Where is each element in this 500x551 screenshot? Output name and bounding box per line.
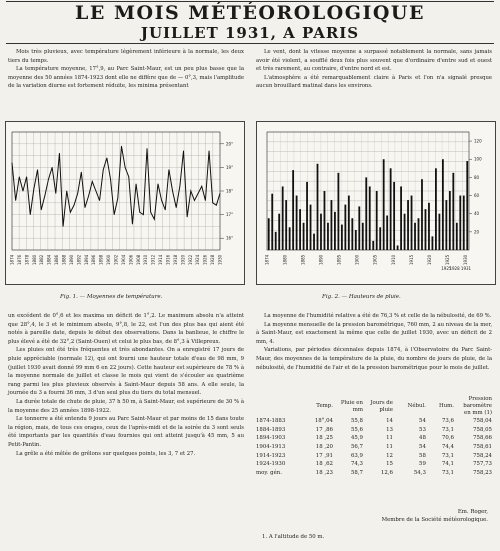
header-cell: Jours de pluie bbox=[370, 399, 393, 413]
bar bbox=[463, 196, 465, 250]
table-row bbox=[256, 443, 494, 452]
data-point bbox=[55, 193, 56, 194]
table-row bbox=[256, 426, 494, 435]
header-cell: Pression baromètre en mm (1) bbox=[463, 396, 492, 416]
data-point bbox=[154, 219, 155, 220]
data-point bbox=[128, 176, 129, 177]
x-tick-label: 1925 bbox=[441, 266, 452, 271]
header-cell: Temp. bbox=[316, 403, 333, 409]
bar bbox=[285, 200, 287, 250]
x-tick-label: 1878 bbox=[24, 254, 30, 265]
page-title: LE MOIS MÉTÉOROLOGIQUE bbox=[75, 2, 425, 24]
table-cell: 63,9 bbox=[350, 452, 363, 459]
bar bbox=[296, 196, 298, 250]
table-cell: 73,1 bbox=[441, 426, 454, 433]
data-point bbox=[77, 193, 78, 194]
figure-2-frame bbox=[256, 121, 496, 285]
x-tick-label: 1898 bbox=[98, 254, 104, 265]
x-tick-label: 1922 bbox=[187, 254, 193, 265]
bar bbox=[303, 223, 305, 250]
table-cell: moy. gén. bbox=[256, 469, 282, 476]
table-cell: 757,73 bbox=[473, 461, 492, 468]
table-cell: 758,04 bbox=[473, 418, 492, 425]
bar bbox=[466, 161, 468, 250]
header-cell bbox=[256, 396, 302, 417]
table-row bbox=[256, 417, 494, 426]
x-tick-label: 1885 bbox=[300, 254, 306, 265]
bar bbox=[365, 177, 367, 250]
page-subtitle: JUILLET 1931, A PARIS bbox=[140, 24, 360, 42]
paragraph: La moyenne de l'humidité relative a été de 76,3 % et celle de la nébulosité, de 69 %. bbox=[264, 313, 492, 319]
table-cell: 18 ,62 bbox=[315, 461, 333, 468]
bar bbox=[442, 159, 444, 250]
data-point bbox=[41, 210, 42, 211]
data-point bbox=[169, 169, 170, 170]
paragraph: un excédent de 0°,6 et les maxima un déficit de 1°,2. Le maximum absolu n'a atteint que 28°,4, le 3 et le minimum absolu, 9°,8, le 22, est l'un des plus bas qui aient été notés à pareille date, depuis le début des observations. Dans la banlieue, le chiffre le plus élevé a été de 32°,2 (Saint-Ouen) et celui le plus bas, de 8°,3 à Villepreux. bbox=[8, 313, 244, 345]
data-point bbox=[92, 181, 93, 182]
table-cell: 758,05 bbox=[473, 426, 492, 433]
bar bbox=[428, 203, 430, 250]
data-point bbox=[205, 200, 206, 201]
table-cell: 54 bbox=[419, 444, 426, 451]
data-point bbox=[212, 202, 213, 203]
table-row bbox=[256, 469, 494, 478]
data-point bbox=[96, 191, 97, 192]
y-tick-label: 40 bbox=[474, 211, 480, 217]
bar bbox=[313, 234, 315, 250]
table-cell: 14 bbox=[386, 418, 393, 425]
table-cell: 1884-1893 bbox=[256, 426, 286, 433]
bar bbox=[324, 191, 326, 250]
table-cell: 11 bbox=[386, 435, 393, 442]
table-cell: 758,23 bbox=[473, 469, 492, 476]
table-cell: 74,3 bbox=[350, 461, 363, 468]
data-point bbox=[114, 214, 115, 215]
y-tick-label: 120 bbox=[474, 138, 482, 144]
data-point bbox=[103, 169, 104, 170]
x-tick-label: 1890 bbox=[68, 254, 74, 265]
paragraph: La température moyenne, 17°,9, au Parc Saint-Maur, est un peu plus basse que la moyenne des 50 années 1874-1923 dont elle ne diffère que de — 0°,3, mais l'amplitude de la variation diurne est fortement réduite, les minima présentant bbox=[8, 66, 244, 90]
table-row bbox=[256, 451, 494, 460]
x-tick-label: 1930 bbox=[462, 254, 468, 265]
data-point bbox=[15, 200, 16, 201]
bar bbox=[407, 200, 409, 250]
x-tick-label: 1906 bbox=[128, 254, 134, 265]
bar bbox=[421, 179, 423, 250]
table-cell: 1914-1923 bbox=[256, 452, 286, 459]
data-point bbox=[187, 217, 188, 218]
data-point bbox=[52, 167, 53, 168]
table-cell: 73,6 bbox=[441, 418, 454, 425]
x-tick-label: 1914 bbox=[158, 254, 164, 265]
x-tick-label: 1876 bbox=[16, 254, 22, 265]
x-tick-label: 1902 bbox=[113, 254, 119, 265]
intro-left-column bbox=[8, 48, 244, 91]
data-point bbox=[172, 191, 173, 192]
x-tick-label: 1888 bbox=[61, 254, 67, 265]
bar bbox=[400, 186, 402, 250]
title-rule bbox=[6, 1, 494, 2]
data-point bbox=[34, 188, 35, 189]
body-left-column bbox=[8, 312, 244, 458]
table-cell: 758,24 bbox=[473, 452, 492, 459]
data-point bbox=[209, 151, 210, 152]
data-point bbox=[150, 212, 151, 213]
table-row bbox=[256, 434, 494, 443]
data-point bbox=[139, 212, 140, 213]
bar bbox=[289, 227, 291, 250]
table-cell: 11 bbox=[386, 444, 393, 451]
data-point bbox=[63, 226, 64, 227]
bar bbox=[445, 200, 447, 250]
bar bbox=[362, 223, 364, 250]
data-point bbox=[88, 195, 89, 196]
x-tick-label: 1920 bbox=[180, 254, 186, 265]
x-tick-label: 1890 bbox=[318, 254, 324, 265]
x-tick-label: 1926 bbox=[202, 254, 208, 265]
data-point bbox=[66, 191, 67, 192]
data-point bbox=[48, 179, 49, 180]
data-point bbox=[19, 176, 20, 177]
paragraph: Mois très pluvieux, avec température légèrement inférieure à la normale, les deux tiers du temps. bbox=[8, 49, 244, 64]
author-name: Em. Roger, bbox=[457, 509, 488, 515]
bar bbox=[331, 200, 333, 250]
table-cell: 45,9 bbox=[350, 435, 363, 442]
paragraph: La grêle a été mêlée de grêlons sur quelques points, les 3, 7 et 27. bbox=[16, 450, 196, 457]
data-point bbox=[161, 200, 162, 201]
data-point bbox=[26, 176, 27, 177]
climate-table bbox=[256, 396, 494, 477]
climate-table-block bbox=[256, 396, 494, 477]
bar bbox=[456, 223, 458, 250]
x-tick-label: 1894 bbox=[83, 254, 89, 265]
bar bbox=[390, 168, 392, 250]
data-point bbox=[12, 162, 13, 163]
paragraph: La moyenne mensuelle de la pression barométrique, 760 mm, 2 au niveau de la mer, à Saint-Maur, est exactement la même que celle de juillet 1930, avec un déficit de 2 mm, 4. bbox=[256, 321, 492, 345]
bar bbox=[459, 196, 461, 250]
bar bbox=[344, 205, 346, 250]
data-point bbox=[132, 224, 133, 225]
bar bbox=[435, 168, 437, 250]
paragraph: Variations, par périodes décennales depuis 1874, à l'Observatoire du Parc Saint-Maur, des moyennes de la température de la pluie, du nombre de jours de pluie, de la nébulosité, de l'humidité de l'air et de la pression barométrique pour le mois de juillet. bbox=[256, 347, 492, 371]
table-cell: 53 bbox=[419, 426, 426, 433]
data-point bbox=[183, 151, 184, 152]
data-point bbox=[194, 200, 195, 201]
table-cell: 1904-1913 bbox=[256, 444, 286, 451]
intro-right-column bbox=[256, 48, 492, 91]
data-point bbox=[117, 198, 118, 199]
table-cell: 58,7 bbox=[350, 469, 363, 476]
bar bbox=[404, 214, 406, 250]
bar bbox=[449, 191, 451, 250]
table-cell: 1924-1930 bbox=[256, 461, 286, 468]
figure-2-caption: Fig. 2. — Hauteurs de pluie. bbox=[322, 294, 401, 300]
bar bbox=[268, 218, 270, 250]
data-point bbox=[44, 195, 45, 196]
x-tick-label: 1896 bbox=[91, 254, 97, 265]
x-tick-label: 1905 bbox=[372, 254, 378, 265]
table-cell: 73,1 bbox=[441, 469, 454, 476]
figure-1-frame bbox=[5, 121, 245, 285]
data-point bbox=[143, 214, 144, 215]
data-point bbox=[165, 210, 166, 211]
bar bbox=[411, 196, 413, 250]
x-tick-label: 1904 bbox=[120, 254, 126, 265]
table-cell: 48 bbox=[419, 435, 426, 442]
bar bbox=[379, 227, 381, 250]
x-tick-label: 1900 bbox=[354, 254, 360, 265]
x-tick-label: 1916 bbox=[165, 254, 171, 265]
table-cell: 758,61 bbox=[473, 444, 492, 451]
data-point bbox=[30, 214, 31, 215]
data-point bbox=[85, 207, 86, 208]
table-header-row bbox=[256, 396, 494, 417]
table-cell: 17 ,86 bbox=[315, 426, 333, 433]
bar bbox=[351, 218, 353, 250]
table-cell: 12 bbox=[386, 452, 393, 459]
bar bbox=[292, 170, 294, 250]
y-tick-label: 18° bbox=[226, 188, 234, 194]
data-point bbox=[107, 158, 108, 159]
data-point bbox=[81, 172, 82, 173]
x-tick-label: 1874 bbox=[264, 254, 270, 265]
bar bbox=[282, 186, 284, 250]
bar bbox=[414, 223, 416, 250]
bar bbox=[397, 245, 399, 250]
y-tick-label: 80 bbox=[474, 174, 480, 180]
data-point bbox=[121, 146, 122, 147]
bar bbox=[271, 194, 273, 250]
table-cell: 15 bbox=[386, 461, 393, 468]
bar bbox=[369, 186, 371, 250]
bar bbox=[372, 241, 374, 250]
data-point bbox=[23, 191, 24, 192]
table-cell: 74,4 bbox=[441, 444, 454, 451]
x-tick-label: 1908 bbox=[135, 254, 141, 265]
table-cell: 55,8 bbox=[350, 418, 363, 425]
paragraph: Le tonnerre a été entendu 9 jours au Parc Saint-Maur et par moins de 15 dans toute la région, mais, de tous ces orages, ceux de l'après-midi et de la soirée du 3 sont seuls été importants par les quantités d'eau fournies qui ont atteint jusqu'à 45 mm, 5 au Petit-Pantin. bbox=[8, 416, 244, 448]
data-point bbox=[198, 193, 199, 194]
table-cell: 1874-1883 bbox=[256, 418, 286, 425]
x-tick-label: 1900 bbox=[106, 254, 112, 265]
table-cell: 12,6 bbox=[380, 469, 393, 476]
data-point bbox=[59, 153, 60, 154]
header-cell: Pluie en mm bbox=[340, 399, 363, 413]
x-tick-label: 1918 bbox=[172, 254, 178, 265]
bar bbox=[337, 173, 339, 250]
data-point bbox=[74, 205, 75, 206]
x-tick-label: 1884 bbox=[46, 254, 52, 265]
bar bbox=[386, 216, 388, 250]
table-cell: 17 ,91 bbox=[315, 452, 333, 459]
x-tick-label: 1915 bbox=[408, 254, 414, 265]
data-point bbox=[176, 207, 177, 208]
data-point bbox=[70, 212, 71, 213]
temperature-chart bbox=[6, 122, 244, 284]
x-tick-label: 1874 bbox=[9, 254, 15, 265]
table-cell: 56,7 bbox=[350, 444, 363, 451]
table-cell: 18 ,23 bbox=[315, 469, 333, 476]
table-body bbox=[256, 417, 494, 477]
table-cell: 74,1 bbox=[441, 461, 454, 468]
data-point bbox=[201, 186, 202, 187]
bar bbox=[341, 225, 343, 250]
bar bbox=[438, 214, 440, 250]
bar bbox=[310, 205, 312, 250]
bar bbox=[393, 182, 395, 250]
x-tick-label: 1895 bbox=[336, 254, 342, 265]
table-cell: 55,6 bbox=[350, 426, 363, 433]
data-point bbox=[216, 205, 217, 206]
bar bbox=[275, 232, 277, 250]
data-point bbox=[158, 184, 159, 185]
x-tick-label: 1930 bbox=[217, 254, 223, 265]
y-tick-label: 20° bbox=[226, 141, 234, 147]
data-point bbox=[220, 193, 221, 194]
bar bbox=[376, 191, 378, 250]
y-tick-label: 60 bbox=[474, 193, 480, 199]
table-cell: 70,6 bbox=[441, 435, 454, 442]
paragraph: L'atmosphère a été remarquablement claire à Paris et l'on n'a signalé presque aucun brouillard matinal dans les environs. bbox=[256, 74, 492, 90]
bar bbox=[355, 230, 357, 250]
data-point bbox=[37, 169, 38, 170]
x-tick-label: 1880 bbox=[282, 254, 288, 265]
signature-block bbox=[256, 508, 488, 524]
bar bbox=[327, 223, 329, 250]
y-tick-label: 19° bbox=[226, 164, 234, 170]
bar bbox=[418, 218, 420, 250]
table-cell: 18 ,20 bbox=[315, 444, 333, 451]
table-cell: 18 ,25 bbox=[315, 435, 333, 442]
x-tick-label: 1910 bbox=[143, 254, 149, 265]
x-tick-label: 1886 bbox=[54, 254, 60, 265]
paragraph: Le vent, dont la vitesse moyenne a surpassé notablement la normale, sans jamais avoir été violent, a soufflé deux fois plus souvent que d'ordinaire d'entre sud et ouest et très rarement, au contraire, d'entre nord et est. bbox=[256, 49, 492, 73]
x-tick-label: 1924 bbox=[195, 254, 201, 265]
bar bbox=[299, 209, 301, 250]
x-tick-label: 1925 bbox=[444, 254, 450, 265]
data-point bbox=[125, 167, 126, 168]
bar bbox=[348, 196, 350, 250]
author-title: Membre de la Société météorologique. bbox=[381, 517, 488, 523]
table-row bbox=[256, 460, 494, 469]
x-tick-label: 1882 bbox=[39, 254, 45, 265]
bar bbox=[278, 214, 280, 250]
rainfall-chart bbox=[257, 122, 495, 284]
subtitle-rule bbox=[6, 43, 494, 44]
bar bbox=[383, 159, 385, 250]
x-tick-label: 1880 bbox=[31, 254, 37, 265]
bar bbox=[334, 212, 336, 250]
figure-1-caption: Fig. 1. — Moyennes de température. bbox=[60, 294, 163, 300]
paragraph: Les pluies ont été très fréquentes et très abondantes. On a enregistré 17 jours de pluie appréciable (normale 12), qui ont fourni une hauteur totale d'eau de 98 mm, 9 (juillet 1930 avait donné 99 mm 6 en 22 jours). Cette hauteur est supérieure de 78 % à la moyenne normale de juillet et classe le mois qui vient de s'écouler au quatrième rang parmi les plus pluvieux observés à Saint-Maur depuis 58 ans. A elle seule, la journée du 3 a fourni 36 mm, 3 d'un seul plus du tiers du total mensuel. bbox=[8, 347, 244, 397]
x-tick-label: 1920 bbox=[426, 254, 432, 265]
data-point bbox=[99, 200, 100, 201]
y-tick-label: 17° bbox=[226, 212, 234, 218]
x-tick-label: 1912 bbox=[150, 254, 156, 265]
body-right-column bbox=[256, 312, 492, 372]
table-footnote: 1. A l'altitude de 50 m. bbox=[262, 534, 325, 540]
bar bbox=[306, 182, 308, 250]
table-cell: 758,66 bbox=[473, 435, 492, 442]
data-point bbox=[190, 191, 191, 192]
data-point bbox=[180, 186, 181, 187]
table-cell: 59 bbox=[419, 461, 426, 468]
y-tick-label: 100 bbox=[474, 156, 482, 162]
x-tick-label: 1892 bbox=[76, 254, 82, 265]
x-tick-label: 1928 1931 bbox=[449, 266, 472, 271]
bar bbox=[320, 214, 322, 250]
bar bbox=[358, 206, 360, 250]
series-line bbox=[12, 146, 220, 226]
x-tick-label: 1928 bbox=[210, 254, 216, 265]
table-cell: 54,3 bbox=[413, 469, 426, 476]
y-tick-label: 20 bbox=[474, 229, 480, 235]
table-cell: 58 bbox=[419, 452, 426, 459]
y-tick-label: 16° bbox=[226, 235, 234, 241]
table-cell: 54 bbox=[419, 418, 426, 425]
bar bbox=[452, 173, 454, 250]
header-cell: Nébul. bbox=[407, 403, 426, 409]
bar bbox=[317, 164, 319, 250]
table-cell: 13 bbox=[386, 426, 393, 433]
data-point bbox=[110, 179, 111, 180]
x-tick-label: 1910 bbox=[390, 254, 396, 265]
table-cell: 18°,04 bbox=[314, 418, 333, 425]
table-cell: 1894-1903 bbox=[256, 435, 286, 442]
data-point bbox=[136, 184, 137, 185]
bar bbox=[432, 236, 434, 250]
data-point bbox=[147, 148, 148, 149]
paragraph: La durée totale de chute de pluie, 37 h 50 m, à Saint-Maur, est supérieure de 30 % à la moyenne des 25 années 1898-1922. bbox=[8, 398, 244, 414]
bar bbox=[425, 209, 427, 250]
table-cell: 73,1 bbox=[441, 452, 454, 459]
header-cell: Hum. bbox=[439, 403, 454, 409]
